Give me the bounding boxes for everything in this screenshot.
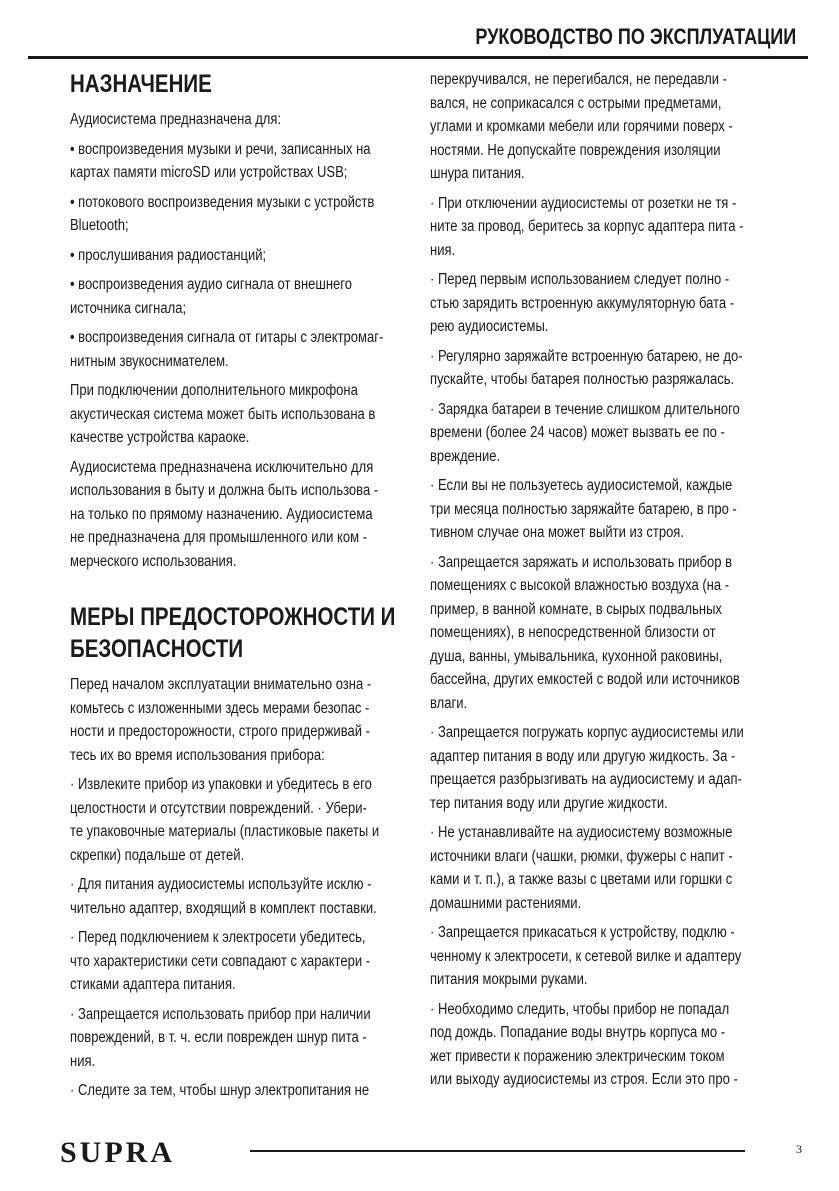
- paragraph: · При отключении аудиосистемы от розетки не тя - ните за провод, беритесь за корпус адаптера пита - ния.: [430, 194, 744, 259]
- paragraph: • прослушивания радиостанций;: [70, 246, 267, 264]
- paragraph: · Зарядка батареи в течение слишком длительного времени (более 24 часов) может вызвать ее по - вреждение.: [430, 400, 740, 465]
- paragraph: · Если вы не пользуетесь аудиосистемой, каждые три месяца полностью заряжайте батарею, в про - тивном случае она может выйти из строя.: [430, 477, 737, 541]
- paragraph: При подключении дополнительного микрофона акустическая система может быть использована в качестве устройства караоке.: [70, 382, 376, 446]
- header-rule: [28, 56, 808, 59]
- paragraph: · Перед подключением к электросети убедитесь, что характеристики сети совпадают с характери - стиками адаптера питания.: [70, 929, 371, 993]
- footer-rule: [250, 1150, 745, 1152]
- heading-purpose: НАЗНАЧЕНИЕ: [70, 70, 212, 98]
- paragraph: · Перед первым использованием следует полно - стью зарядить встроенную аккумуляторную бата - рею аудиосистемы.: [430, 271, 735, 335]
- paragraph: Аудиосистема предназначена исключительно для использования в быту и должна быть использова - на только по прямому назначению. Аудиосистема не предназначена для промышленного или ком - мерческого использования.: [70, 458, 379, 570]
- paragraph: · Извлеките прибор из упаковки и убедитесь в его целостности и отсутствии повреждений. · Убери- те упаковочные материалы (пластиковые пакеты и скрепки) подальше от детей.: [70, 776, 380, 864]
- paragraph: · Запрещается погружать корпус аудиосистемы или адаптер питания в воду или другую жидкость. За - прещается разбрызгивать на аудиосистему и адап- тер питания воду или другие жидкости.: [430, 724, 744, 812]
- paragraph: • воспроизведения музыки и речи, записанных на картах памяти microSD или устройствах USB;: [70, 140, 371, 181]
- paragraph: · Запрещается использовать прибор при наличии повреждений, в т. ч. если поврежден шнур пита - ния.: [70, 1005, 371, 1070]
- paragraph: • воспроизведения аудио сигнала от внешнего источника сигнала;: [70, 276, 352, 317]
- paragraph: · Необходимо следить, чтобы прибор не попадал под дождь. Попадание воды внутрь корпуса мо - жет привести к поражению электрическим током или выходу аудиосистемы из строя. Если это про -: [430, 1000, 738, 1088]
- right-column: [430, 68, 766, 1098]
- left-column: [70, 68, 406, 1109]
- header-title: РУКОВОДСТВО ПО ЭКСПЛУАТАЦИИ: [475, 24, 796, 49]
- paragraph: · Следите за тем, чтобы шнур электропитания не: [70, 1082, 370, 1099]
- paragraph: Аудиосистема предназначена для:: [70, 111, 282, 128]
- paragraph: · Для питания аудиосистемы используйте исклю - чительно адаптер, входящий в комплект поставки.: [70, 876, 377, 917]
- paragraph: · Запрещается заряжать и использовать прибор в помещениях с высокой влажностью воздуха (на - пример, в ванной комнате, в сырых подвальных помещениях), в непосредственной близости от душа, ванны, умывальника, кухонной раковины, бассейна, других емкостей с водой или источников влаги.: [430, 553, 740, 712]
- page-number: 3: [796, 1142, 802, 1156]
- paragraph: · Не устанавливайте на аудиосистему возможные источники влаги (чашки, рюмки, фужеры с напит - ками и т. п.), а также вазы с цветами или горшки с домашними растениями.: [430, 824, 733, 912]
- paragraph: • воспроизведения сигнала от гитары с электромаг- нитным звукоснимателем.: [70, 329, 384, 370]
- paragraph: • потокового воспроизведения музыки с устройств Bluetooth;: [70, 193, 375, 234]
- paragraph: · Регулярно заряжайте встроенную батарею, не до- пускайте, чтобы батарея полностью разряжалась.: [430, 347, 743, 388]
- paragraph: · Запрещается прикасаться к устройству, подклю - ченному к электросети, к сетевой вилке и адаптеру питания мокрыми руками.: [430, 924, 742, 988]
- heading-safety: МЕРЫ ПРЕДОСТОРОЖНОСТИ И БЕЗОПАСНОСТИ: [70, 603, 396, 663]
- paragraph: перекручивался, не перегибался, не передавли - вался, не соприкасался с острыми предметами, углами и кромками мебели или горячими поверх - ностями. Не допускайте повреждения изоляции шнура питания.: [430, 71, 733, 182]
- brand-logo: SUPRA: [60, 1136, 176, 1169]
- paragraph: Перед началом эксплуатации внимательно озна - комьтесь с изложенными здесь мерами безопас - ности и предосторожности, строго придерживай - тесь их во время использования прибора:: [70, 676, 372, 764]
